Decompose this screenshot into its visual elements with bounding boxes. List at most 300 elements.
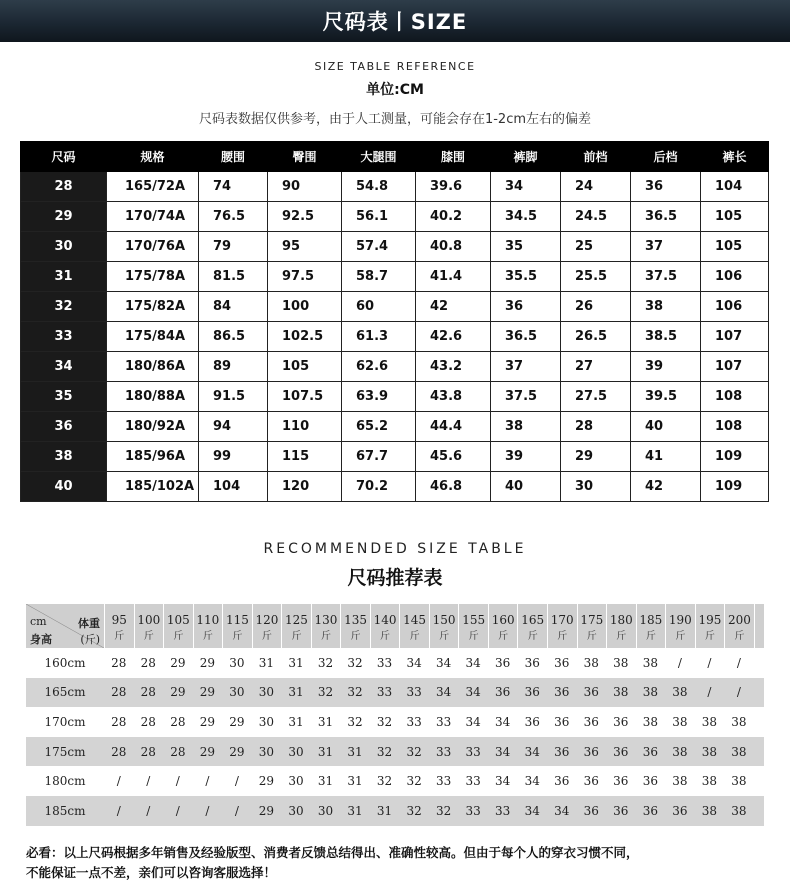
table-cell: 170/74A	[107, 202, 199, 232]
weight-header-cell	[518, 604, 548, 648]
recommended-size-cell: 30	[317, 803, 334, 818]
size-table-header	[21, 142, 769, 172]
table-cell: 38	[491, 412, 561, 442]
recommended-size-cell: 38	[701, 744, 718, 759]
recommended-size-cell: 38	[731, 744, 747, 759]
weight-header-cell	[312, 604, 342, 648]
table-cell: 39.5	[631, 382, 701, 412]
weight-value: 125	[285, 613, 308, 627]
weight-value: 160	[491, 613, 515, 627]
table-cell: 99	[199, 442, 268, 472]
size-header-cell: 臀围	[268, 142, 342, 172]
weight-header-cell	[105, 604, 135, 648]
weight-value: 180	[609, 613, 633, 627]
recommended-size-cell: /	[707, 685, 712, 700]
weight-value: 195	[698, 613, 722, 627]
weight-header-cell	[637, 604, 667, 648]
table-cell: 24.5	[561, 202, 631, 232]
table-cell: 95	[268, 232, 342, 262]
recommended-size-cell: 38	[672, 685, 688, 700]
recommended-size-cell: 36	[583, 714, 599, 729]
recommended-size-cell: 29	[229, 714, 245, 729]
height-label: 170cm	[44, 714, 86, 729]
size-header-cell: 腰围	[199, 142, 268, 172]
table-cell: 56.1	[342, 202, 416, 232]
recommended-size-cell: 34	[495, 744, 511, 759]
recommended-size-cell: 28	[111, 744, 127, 759]
recommended-size-cell: 32	[317, 655, 334, 670]
table-cell: 45.6	[416, 442, 491, 472]
weight-unit: 斤	[586, 631, 597, 642]
recommended-size-cell: /	[234, 803, 239, 818]
recommended-size-cell: 34	[495, 774, 511, 789]
height-label: 180cm	[44, 774, 86, 789]
size-header-cell: 裤脚	[491, 142, 561, 172]
recommended-size-table	[26, 604, 764, 826]
footer-line-1: 必看：以上尺码根据多年销售及经验版型、消费者反馈总结得出、准确性较高。但由于每个人的穿衣习惯不同，	[26, 845, 639, 860]
table-cell: 57.4	[342, 232, 416, 262]
table-cell: 110	[268, 412, 342, 442]
weight-value: 155	[462, 613, 486, 627]
recommended-size-cell: 29	[229, 744, 245, 759]
weight-header-cell	[400, 604, 430, 648]
recommended-size-cell: 36	[672, 803, 688, 818]
table-cell: 185/102A	[107, 472, 199, 502]
recommended-size-cell: 36	[613, 803, 629, 818]
weight-header-cell	[489, 604, 519, 648]
table-cell: 106	[701, 292, 769, 322]
recommended-size-cell: 31	[288, 655, 304, 670]
table-cell: 28	[561, 412, 631, 442]
table-cell: 105	[701, 232, 769, 262]
table-cell: 91.5	[199, 382, 268, 412]
recommended-size-cell: 36	[554, 774, 570, 789]
recommended-size-cell: 32	[347, 685, 363, 700]
recommended-size-cell: 28	[140, 744, 156, 759]
weight-value: 115	[225, 613, 249, 627]
table-cell: 180/86A	[107, 352, 199, 382]
table-cell: 180/92A	[107, 412, 199, 442]
table-cell: 100	[268, 292, 342, 322]
weight-header-cell	[223, 604, 253, 648]
recommended-size-cell: 33	[435, 774, 452, 789]
table-cell: 89	[199, 352, 268, 382]
recommended-size-cell: /	[146, 774, 151, 789]
table-cell: 36.5	[631, 202, 701, 232]
recommended-size-cell: 36	[554, 685, 570, 700]
weight-header-cell	[607, 604, 637, 648]
weight-unit: 斤	[202, 631, 213, 642]
weight-header-cell	[666, 604, 696, 648]
size-header-cell: 膝围	[416, 142, 491, 172]
size-header-cell: 前档	[561, 142, 631, 172]
table-cell: 39	[491, 442, 561, 472]
recommended-size-cell: 32	[406, 774, 422, 789]
size-cell: 34	[21, 352, 107, 382]
height-label: 160cm	[44, 655, 86, 670]
weight-value: 185	[639, 613, 663, 627]
weight-unit: 斤	[527, 631, 538, 642]
weight-value: 200	[727, 613, 751, 627]
table-cell: 40.2	[416, 202, 491, 232]
recommended-size-cell: 33	[406, 714, 422, 729]
table-cell: 26	[561, 292, 631, 322]
recommended-size-cell: 28	[170, 714, 186, 729]
recommended-size-cell: 38	[613, 685, 629, 700]
recommended-size-cell: 30	[288, 803, 304, 818]
table-cell: 24	[561, 172, 631, 202]
table-row	[21, 382, 769, 412]
table-row	[21, 202, 769, 232]
weight-header-cell	[371, 604, 401, 648]
recommended-size-cell: 33	[435, 744, 452, 759]
recommended-size-cell: 29	[199, 655, 215, 670]
recommended-size-cell: 36	[524, 655, 540, 670]
list-item	[26, 678, 764, 708]
table-cell: 108	[701, 382, 769, 412]
recommended-size-cell: 36	[642, 774, 658, 789]
recommended-size-cell: 38	[672, 774, 688, 789]
table-cell: 97.5	[268, 262, 342, 292]
weight-unit: 斤	[704, 631, 715, 642]
recommended-size-cell: 34	[495, 714, 511, 729]
recommended-table-title-cn: 尺码推荐表	[347, 567, 443, 589]
recommended-size-cell: 28	[170, 744, 186, 759]
table-cell: 185/96A	[107, 442, 199, 472]
recommended-size-cell: 34	[524, 774, 540, 789]
table-cell: 43.2	[416, 352, 491, 382]
height-label: 165cm	[44, 685, 86, 700]
table-cell: 42	[631, 472, 701, 502]
table-row	[21, 232, 769, 262]
recommended-size-cell: 38	[583, 655, 599, 670]
table-cell: 38.5	[631, 322, 701, 352]
recommended-size-cell: 33	[376, 685, 393, 700]
table-cell: 84	[199, 292, 268, 322]
table-cell: 44.4	[416, 412, 491, 442]
list-item	[26, 766, 764, 796]
recommended-table-header	[26, 604, 764, 648]
corner-cell	[26, 604, 105, 648]
recommended-size-cell: 34	[435, 655, 452, 670]
weight-header-cell	[282, 604, 312, 648]
recommended-size-cell: 38	[642, 685, 658, 700]
corner-height: 身高	[30, 633, 52, 646]
recommended-size-cell: 33	[465, 774, 481, 789]
list-item	[26, 648, 764, 678]
recommended-size-cell: /	[205, 774, 210, 789]
recommended-size-cell: 38	[701, 714, 718, 729]
table-cell: 34	[491, 172, 561, 202]
recommended-size-cell: 28	[111, 685, 127, 700]
recommended-size-cell: 38	[731, 803, 747, 818]
weight-value: 150	[432, 613, 456, 627]
recommended-size-cell: 32	[406, 803, 422, 818]
weight-unit: 斤	[439, 631, 450, 642]
recommended-size-cell: 33	[465, 803, 481, 818]
recommended-size-cell: 31	[317, 714, 334, 729]
size-cell: 40	[21, 472, 107, 502]
weight-unit: 斤	[320, 631, 331, 642]
weight-header-cell	[578, 604, 608, 648]
recommended-size-cell: 29	[199, 744, 215, 759]
recommended-size-cell: 38	[613, 655, 629, 670]
table-row	[21, 292, 769, 322]
table-cell: 65.2	[342, 412, 416, 442]
corner-unit-jin: (斤)	[80, 633, 100, 646]
recommended-size-cell: 32	[435, 803, 452, 818]
size-table	[20, 141, 769, 502]
size-cell: 29	[21, 202, 107, 232]
recommended-size-cell: 31	[347, 774, 363, 789]
recommended-size-cell: /	[146, 803, 151, 818]
table-cell: 115	[268, 442, 342, 472]
recommended-size-cell: 33	[435, 714, 452, 729]
weight-value: 170	[550, 613, 574, 627]
size-header-cell: 后档	[631, 142, 701, 172]
recommended-size-cell: 31	[347, 744, 363, 759]
table-cell: 86.5	[199, 322, 268, 352]
size-cell: 32	[21, 292, 107, 322]
weight-header-cell	[164, 604, 194, 648]
weight-unit: 斤	[616, 631, 627, 642]
recommended-size-cell: 32	[376, 774, 393, 789]
recommended-size-cell: 29	[199, 685, 215, 700]
recommended-size-cell: 34	[465, 655, 481, 670]
recommended-size-cell: 36	[524, 685, 540, 700]
table-cell: 40	[631, 412, 701, 442]
recommended-size-cell: 30	[258, 685, 275, 700]
recommended-size-cell: 36	[583, 685, 599, 700]
table-cell: 104	[701, 172, 769, 202]
recommended-size-cell: /	[677, 655, 682, 670]
recommended-size-cell: 36	[642, 803, 658, 818]
recommended-size-cell: 36	[554, 655, 570, 670]
table-cell: 109	[701, 442, 769, 472]
corner-weight: 体重	[78, 617, 100, 630]
recommended-size-cell: 29	[170, 655, 186, 670]
table-cell: 79	[199, 232, 268, 262]
weight-unit: 斤	[114, 631, 125, 642]
unit-label: 单位:CM	[366, 82, 424, 98]
table-cell: 107	[701, 322, 769, 352]
table-cell: 105	[268, 352, 342, 382]
recommended-size-cell: 29	[199, 714, 215, 729]
table-cell: 175/84A	[107, 322, 199, 352]
weight-unit: 斤	[173, 631, 184, 642]
table-cell: 106	[701, 262, 769, 292]
recommended-size-cell: 38	[642, 714, 658, 729]
recommended-size-cell: 32	[376, 744, 393, 759]
table-cell: 25	[561, 232, 631, 262]
table-cell: 42	[416, 292, 491, 322]
table-cell: 38	[631, 292, 701, 322]
table-cell: 25.5	[561, 262, 631, 292]
recommended-size-cell: 36	[524, 714, 540, 729]
list-item	[26, 796, 764, 826]
recommended-size-cell: 31	[376, 803, 393, 818]
height-label: 175cm	[44, 744, 86, 759]
recommended-size-cell: /	[736, 655, 741, 670]
recommended-size-cell: 38	[701, 803, 718, 818]
table-cell: 105	[701, 202, 769, 232]
table-cell: 35	[491, 232, 561, 262]
recommended-size-cell: 36	[554, 744, 570, 759]
recommended-size-cell: 34	[406, 655, 422, 670]
table-cell: 109	[701, 472, 769, 502]
weight-header-cell	[135, 604, 165, 648]
table-cell: 42.6	[416, 322, 491, 352]
recommended-size-cell: 29	[170, 685, 186, 700]
weight-unit: 斤	[675, 631, 686, 642]
table-cell: 36	[491, 292, 561, 322]
weight-unit: 斤	[409, 631, 420, 642]
weight-value: 135	[344, 613, 367, 627]
recommended-size-cell: 29	[258, 803, 275, 818]
table-cell: 46.8	[416, 472, 491, 502]
weight-header-cell	[548, 604, 578, 648]
recommended-size-cell: 32	[347, 714, 363, 729]
size-cell: 30	[21, 232, 107, 262]
recommended-size-cell: 38	[672, 744, 688, 759]
recommended-size-cell: 28	[111, 714, 127, 729]
table-row	[21, 172, 769, 202]
weight-value: 120	[255, 613, 279, 627]
weight-unit: 斤	[557, 631, 568, 642]
table-cell: 61.3	[342, 322, 416, 352]
recommended-size-cell: 34	[435, 685, 452, 700]
recommended-size-cell: 30	[288, 744, 304, 759]
recommended-size-cell: 33	[495, 803, 511, 818]
weight-unit: 斤	[232, 631, 243, 642]
table-cell: 170/76A	[107, 232, 199, 262]
table-cell: 60	[342, 292, 416, 322]
weight-unit: 斤	[291, 631, 302, 642]
recommended-size-cell: 30	[258, 744, 275, 759]
table-cell: 175/78A	[107, 262, 199, 292]
table-cell: 36	[631, 172, 701, 202]
recommended-size-cell: 36	[583, 803, 599, 818]
table-cell: 37	[631, 232, 701, 262]
table-cell: 81.5	[199, 262, 268, 292]
table-cell: 39	[631, 352, 701, 382]
recommended-size-cell: 34	[524, 803, 540, 818]
recommended-size-cell: 31	[317, 744, 334, 759]
size-cell: 36	[21, 412, 107, 442]
table-cell: 26.5	[561, 322, 631, 352]
table-cell: 165/72A	[107, 172, 199, 202]
table-cell: 39.6	[416, 172, 491, 202]
table-cell: 34.5	[491, 202, 561, 232]
weight-unit: 斤	[350, 631, 361, 642]
table-cell: 74	[199, 172, 268, 202]
table-cell: 104	[199, 472, 268, 502]
table-row	[21, 442, 769, 472]
weight-value: 110	[196, 613, 220, 627]
table-cell: 102.5	[268, 322, 342, 352]
recommended-size-cell: /	[707, 655, 712, 670]
table-cell: 40.8	[416, 232, 491, 262]
recommended-size-cell: 33	[465, 744, 481, 759]
table-cell: 108	[701, 412, 769, 442]
table-row	[21, 262, 769, 292]
weight-unit: 斤	[734, 631, 745, 642]
header-banner	[0, 0, 790, 42]
recommended-size-cell: 30	[229, 655, 245, 670]
recommended-size-cell: 34	[524, 744, 540, 759]
table-cell: 90	[268, 172, 342, 202]
recommended-size-cell: 34	[465, 685, 481, 700]
recommended-size-cell: /	[736, 685, 741, 700]
weight-value: 165	[521, 613, 545, 627]
recommended-size-cell: /	[234, 774, 239, 789]
table-cell: 120	[268, 472, 342, 502]
recommended-size-cell: 31	[288, 714, 304, 729]
recommended-size-cell: 31	[288, 685, 304, 700]
weight-value: 95	[111, 613, 127, 627]
footer-note	[26, 843, 776, 883]
recommended-size-cell: 36	[642, 744, 658, 759]
recommended-size-cell: 32	[376, 714, 393, 729]
table-cell: 41.4	[416, 262, 491, 292]
table-cell: 36.5	[491, 322, 561, 352]
weight-value: 175	[580, 613, 604, 627]
size-header-cell: 规格	[107, 142, 199, 172]
weight-unit: 斤	[468, 631, 479, 642]
size-header-cell: 尺码	[21, 142, 107, 172]
weight-unit: 斤	[498, 631, 509, 642]
weight-unit: 斤	[143, 631, 154, 642]
table-cell: 29	[561, 442, 631, 472]
table-cell: 107	[701, 352, 769, 382]
recommended-size-cell: 36	[583, 774, 599, 789]
recommended-size-cell: /	[175, 803, 180, 818]
recommended-size-cell: 36	[495, 685, 511, 700]
size-table-reference-title: SIZE TABLE REFERENCE	[314, 60, 476, 73]
size-cell: 35	[21, 382, 107, 412]
table-cell: 35.5	[491, 262, 561, 292]
table-cell: 62.6	[342, 352, 416, 382]
recommended-size-cell: 33	[406, 685, 422, 700]
weight-unit: 斤	[380, 631, 391, 642]
size-cell: 28	[21, 172, 107, 202]
weight-value: 145	[403, 613, 427, 627]
recommended-size-cell: 32	[406, 744, 422, 759]
recommended-size-cell: 34	[465, 714, 481, 729]
table-cell: 76.5	[199, 202, 268, 232]
size-header-cell: 大腿围	[342, 142, 416, 172]
corner-unit-cm: cm	[30, 615, 47, 628]
table-row	[21, 472, 769, 502]
table-cell: 107.5	[268, 382, 342, 412]
table-cell: 54.8	[342, 172, 416, 202]
table-cell: 94	[199, 412, 268, 442]
recommended-size-cell: 38	[642, 655, 658, 670]
measurement-note: 尺码表数据仅供参考，由于人工测量，可能会存在1-2cm左右的偏差	[198, 112, 592, 127]
size-cell: 31	[21, 262, 107, 292]
weight-header-cell	[341, 604, 371, 648]
recommended-size-cell: 38	[701, 774, 718, 789]
table-cell: 175/82A	[107, 292, 199, 322]
table-cell: 41	[631, 442, 701, 472]
recommended-size-cell: 28	[111, 655, 127, 670]
weight-header-cell	[459, 604, 489, 648]
recommended-size-cell: 38	[672, 714, 688, 729]
table-row	[21, 412, 769, 442]
recommended-size-cell: 28	[140, 655, 156, 670]
weight-value: 190	[668, 613, 692, 627]
weight-value: 100	[137, 613, 161, 627]
